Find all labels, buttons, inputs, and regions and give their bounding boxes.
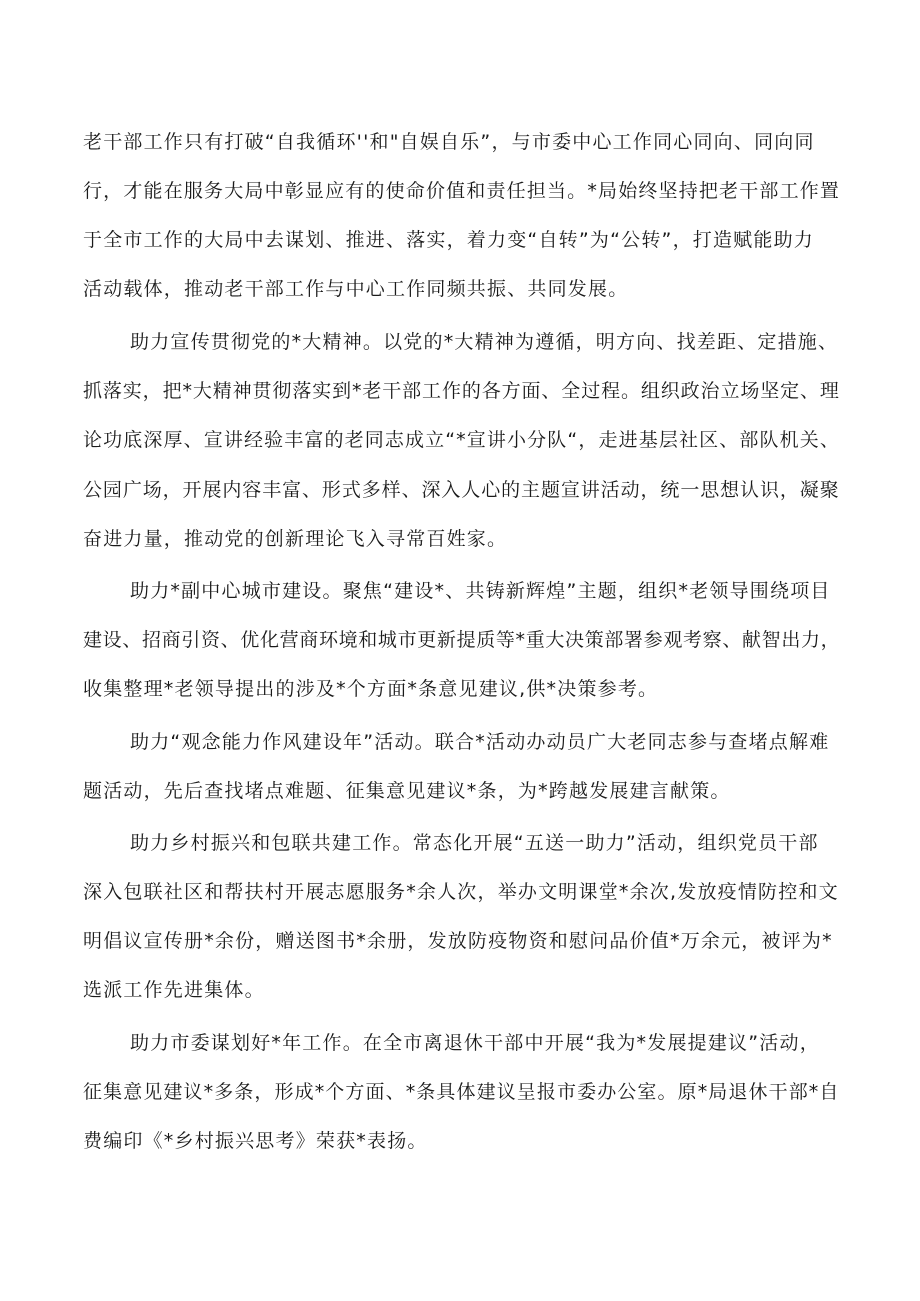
paragraph-2-line-5: 奋进力量，推动党的创新理论飞入寻常百姓家。 bbox=[83, 528, 508, 550]
paragraph-5-line-1: 助力乡村振兴和包联共建工作。常态化开展“五送一助力”活动，组织党员干部 bbox=[130, 832, 819, 854]
paragraph-3-line-3: 收集整理*老领导提出的涉及*个方面*条意见建议,供*决策参考。 bbox=[83, 678, 659, 700]
paragraph-6-line-2: 征集意见建议*多条，形成*个方面、*条具体建议呈报市委办公室。原*局退休干部*自 bbox=[83, 1081, 840, 1103]
paragraph-1-line-1: 老干部工作只有打破“自我循环''和"自娱自乐”，与市委中心工作同心同向、同向同 bbox=[83, 131, 815, 153]
paragraph-2-line-4: 公园广场，开展内容丰富、形式多样、深入人心的主题宣讲活动，统一思想认识，凝聚 bbox=[83, 479, 840, 501]
paragraph-6-line-3: 费编印《*乡村振兴思考》荣获*表扬。 bbox=[83, 1130, 428, 1152]
paragraph-4-line-2: 题活动，先后查找堵点难题、征集意见建议*条，为*跨越发展建言献策。 bbox=[83, 780, 731, 802]
paragraph-1-line-4: 活动载体，推动老干部工作与中心工作同频共振、共同发展。 bbox=[83, 278, 629, 300]
paragraph-2-line-3: 论功底深厚、宣讲经验丰富的老同志成立“*宣讲小分队“，走进基层社区、部队机关、 bbox=[83, 429, 840, 451]
paragraph-1-line-2: 行，才能在服务大局中彰显应有的使命价值和责任担当。*局始终坚持把老干部工作置 bbox=[83, 180, 841, 202]
paragraph-2-line-2: 抓落实，把*大精神贯彻落实到*老干部工作的各方面、全过程。组织政治立场坚定、理 bbox=[83, 380, 840, 402]
paragraph-1-line-3: 于全市工作的大局中去谋划、推进、落实，着力变“自转”为“公转”，打造赋能助力 bbox=[83, 229, 814, 251]
paragraph-6-line-1: 助力市委谋划好*年工作。在全市离退休干部中开展“我为*发展提建议”活动， bbox=[130, 1032, 820, 1054]
paragraph-3-line-1: 助力*副中心城市建设。聚焦“建设*、共铸新辉煌”主题，组织*老领导围绕项目 bbox=[130, 580, 831, 602]
paragraph-4-line-1: 助力“观念能力作风建设年”活动。联合*活动办动员广大老同志参与查堵点解难 bbox=[130, 731, 830, 753]
paragraph-5-line-2: 深入包联社区和帮扶村开展志愿服务*余人次，举办文明课堂*余次,发放疫情防控和文 bbox=[83, 881, 839, 903]
paragraph-3-line-2: 建设、招商引资、优化营商环境和城市更新提质等*重大决策部署参观考察、献智出力， bbox=[83, 629, 841, 651]
paragraph-5-line-3: 明倡议宣传册*余份，赠送图书*余册，发放防疫物资和慰问品价值*万余元，被评为* bbox=[83, 930, 833, 952]
paragraph-5-line-4: 选派工作先进集体。 bbox=[83, 979, 265, 1001]
paragraph-2-line-1: 助力宣传贯彻党的*大精神。以党的*大精神为遵循，明方向、找差距、定措施、 bbox=[130, 331, 839, 353]
